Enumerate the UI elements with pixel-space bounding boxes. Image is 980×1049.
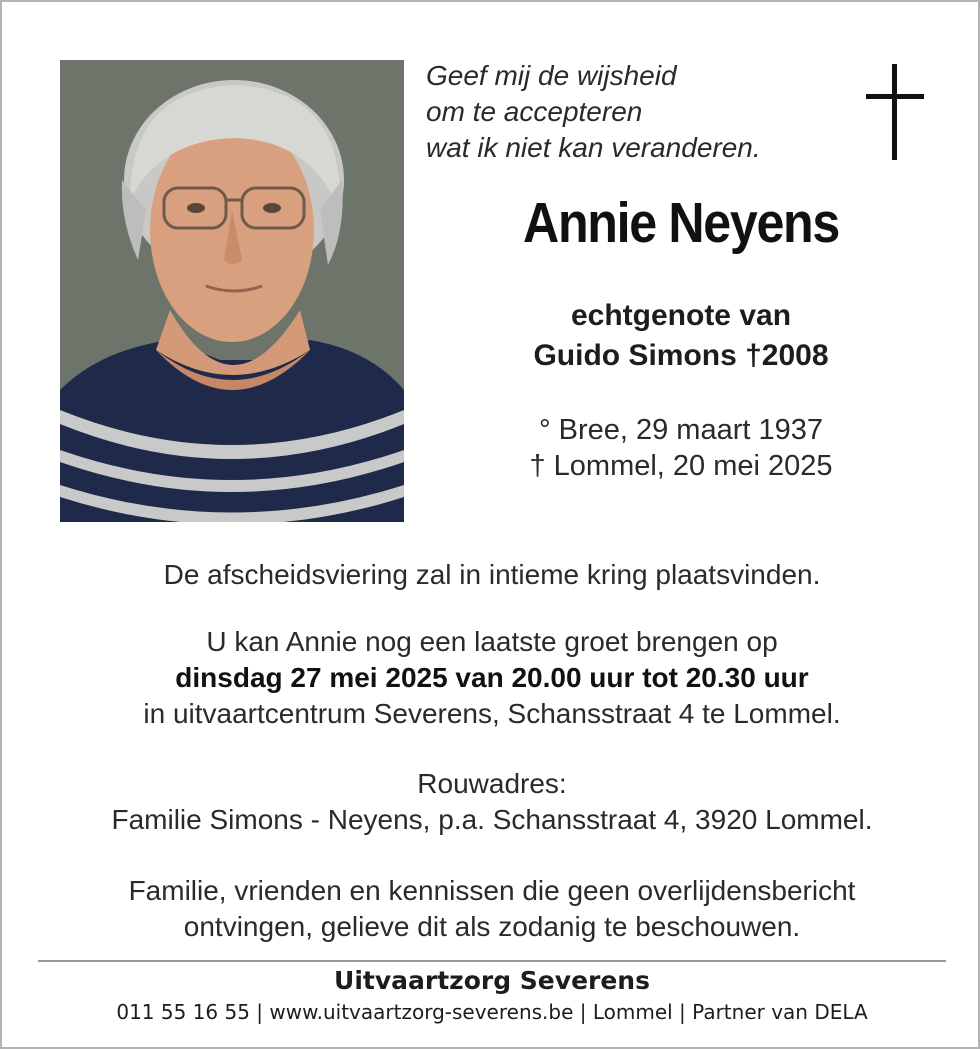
death-date: † Lommel, 20 mei 2025 (529, 450, 833, 482)
spouse-info (426, 296, 936, 376)
mourning-address (22, 766, 962, 838)
portrait-photo (60, 60, 404, 522)
poem (426, 58, 846, 166)
address-value: Familie Simons - Neyens, p.a. Schansstraat 4, 3920 Lommel. (111, 804, 873, 835)
deceased-name: Annie Neyens (523, 191, 839, 255)
birth-date: ° Bree, 29 maart 1937 (538, 414, 824, 446)
visit-info (22, 624, 962, 732)
life-dates (426, 412, 936, 484)
address-label: Rouwadres: (417, 768, 567, 799)
funeral-home-name: Uitvaartzorg Severens (334, 966, 650, 995)
visit-date-time: dinsdag 27 mei 2025 van 20.00 uur tot 20.30 uur (175, 662, 809, 693)
spouse-line-2: Guido Simons †2008 (533, 339, 829, 372)
ceremony-line: De afscheidsviering zal in intieme kring plaatsvinden. (163, 559, 821, 590)
poem-line-1: Geef mij de wijsheid (426, 60, 677, 91)
latin-cross-icon (866, 64, 924, 160)
visit-location: in uitvaartcentrum Severens, Schansstraat 4 te Lommel. (143, 698, 841, 729)
spouse-line-1: echtgenote van (570, 299, 792, 332)
poem-line-2: om te accepteren (426, 96, 643, 127)
notice-line-1: Familie, vrienden en kennissen die geen overlijdensbericht (128, 875, 856, 906)
poem-line-3: wat ik niet kan veranderen. (426, 132, 761, 163)
notice-text (22, 873, 962, 945)
portrait-image (60, 60, 404, 522)
notice-line-2: ontvingen, gelieve dit als zodanig te beschouwen. (183, 911, 801, 942)
ceremony-text (22, 557, 962, 593)
funeral-home-contact: 011 55 16 55 | www.uitvaartzorg-severens.be | Lommel | Partner van DELA (116, 1000, 868, 1024)
visit-line-1: U kan Annie nog een laatste groet brengen op (206, 626, 778, 657)
footer-divider (38, 960, 946, 962)
